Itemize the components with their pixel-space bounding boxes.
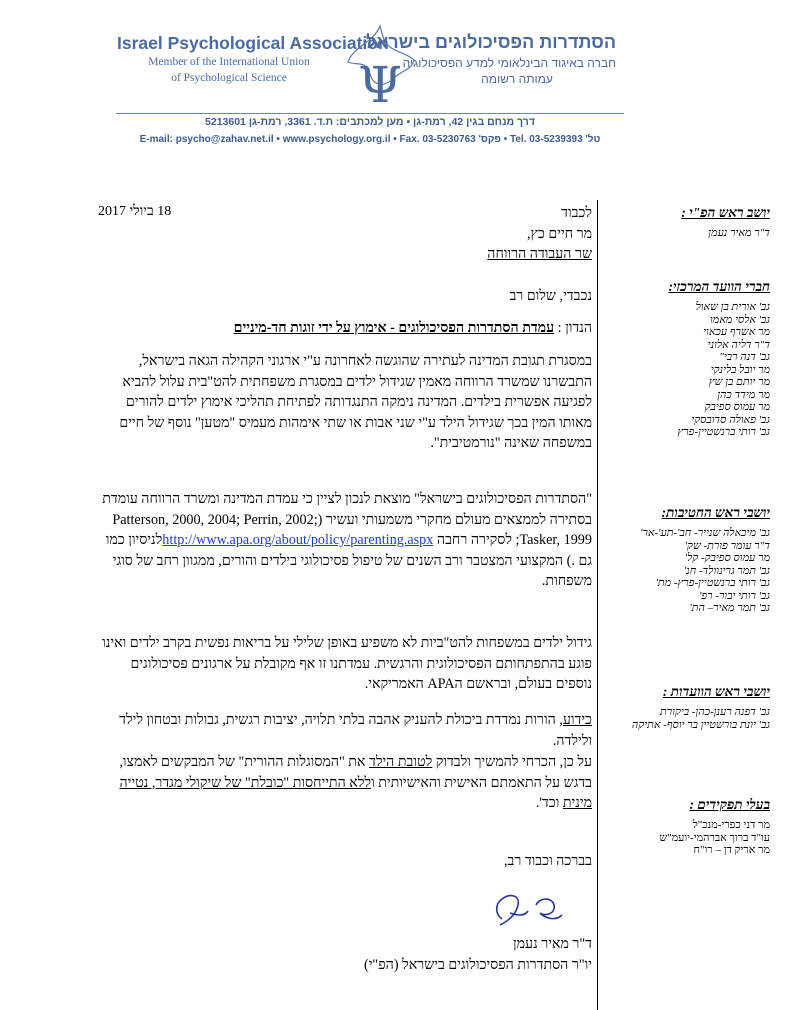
paragraph-text: את "המסוגלות ההורית" של המבקשים לאמצו, בדגש על התאמתם האישית והאישיותית ו	[119, 754, 592, 791]
paragraph-text: , הורות נמדדת ביכולת להעניק אהבה בלתי תלויה, יציבות רגשית, גבולות ובטחון לילד ולילדה.	[119, 712, 592, 749]
paragraph-text: על כן, הכרחי להמשיך ולבדוק	[432, 754, 592, 770]
sidebar-divisions	[606, 505, 770, 615]
officers-heading: בעלי תפקידים :	[689, 797, 770, 812]
list-item: גב' רותי יבור- רפ'	[699, 589, 770, 602]
recipient-block	[92, 203, 592, 265]
paragraph-text: גידול ילדים במשפחות להט"ביות לא משפיע באופן שלילי על בריאות נפשית בקרב ילדים ואינו פוגע בהתפתחותם הפסיכולוגית והרגשית. עמדתנו זו אף מקובלת על ארגונים פסיכולוגים נוספים בעולם, ובראשם הAPA האמריקאי.	[102, 635, 592, 692]
sidebar-central-committee	[606, 279, 770, 439]
chair-heading: יושב ראש הפ"י :	[681, 205, 770, 220]
letter-date: 18 ביולי 2017	[98, 204, 172, 219]
contact-line: E-mail: psycho@zahav.net.il • www.psychology.org.il • Fax. 03-5230763 'פקס • Tel. 03-5239393 'טל	[139, 134, 601, 145]
list-item: ד"ר דליה אלוני	[707, 338, 770, 351]
list-item: מר יובל בלינקי	[710, 363, 770, 376]
closing: בברכה וכבוד רב,	[503, 853, 592, 869]
english-org-name: Israel Psychological Association	[117, 33, 389, 53]
signer-name: ד"ר מאיר נעמן	[513, 936, 592, 952]
list-item: גב' רותי ברנשטיין-פרץ- מת'	[655, 577, 770, 589]
list-item: מר עמוס ספיבק	[704, 401, 770, 413]
paragraph-1	[92, 351, 592, 454]
paragraph-text: לניסיון כמו גם .) המקצועי המצטבר ורב השנים של טיפול פסיכולוגי בילדים והורים, ממגוון רחב של סוגי משפחות.	[105, 532, 592, 589]
list-item: מר עמוס ספיבק- קל'	[684, 552, 770, 564]
list-item: גב' מיכאלה שנייר- חב'-תע'-אר'	[640, 527, 770, 539]
list-item: מר דני כפרי-מנכ"ל	[692, 819, 770, 831]
list-item: גב' יונת בורשטיין בר יוסף- אתיקה	[631, 718, 770, 731]
subject-prefix: הנדון :	[557, 320, 592, 336]
signer-block	[92, 934, 592, 975]
subject-line	[92, 318, 592, 339]
psi-symbol: Ψ	[358, 56, 402, 112]
hebrew-subtitle-2: עמותה רשומה	[481, 72, 553, 86]
list-item: גב' פאולה סדובסקי	[691, 413, 770, 426]
sidebar-divider	[597, 200, 598, 1010]
committee-heading: חברי הוועד המרכזי:	[668, 279, 770, 294]
list-item: גב' דנה רבי"	[719, 351, 770, 363]
signature-image	[480, 885, 580, 931]
list-item: גב' אלסי מאמו	[709, 313, 770, 326]
hebrew-subtitle-1: חברה באיגוד הבינלאומי למדע הפסיכולוגיה	[402, 56, 616, 70]
greeting: נכבדי, שלום רב	[509, 288, 592, 304]
list-item: גב' תמר גרינוולד- חנ'	[683, 564, 770, 577]
list-item: גב' דפנה רענן-כהן- ביקורת	[660, 706, 770, 718]
emphasis-known: כידוע	[562, 712, 592, 728]
list-item: מר מידד כהן	[717, 388, 770, 401]
recipient-name: מר חיים כץ,	[526, 225, 592, 242]
hebrew-org-name: הסתדרות הפסיכולוגים בישראל	[365, 32, 616, 52]
apa-policy-link[interactable]: http://www.apa.org/about/policy/parenting.aspx	[162, 532, 434, 548]
list-item: גב' רותי ברנשטיין-פרץ	[677, 426, 770, 438]
english-subtitle-2: of Psychological Science	[171, 72, 287, 84]
emphasis-child-welfare: לטובת הילד	[369, 754, 433, 770]
list-item: מר אריק דן – רו"ח	[693, 844, 770, 856]
paragraph-3	[92, 633, 592, 695]
recipient-title: שר העבודה הרווחה	[487, 246, 592, 262]
emphasis-no-bias: ללא התייחסות "כובלת" של שיקולי מגדר, נטייה מינית	[119, 774, 592, 811]
list-item: מר יותם בן שץ	[708, 376, 770, 388]
committees-heading: יושבי ראש הוועדות :	[662, 684, 770, 699]
list-item: מר אשרף עכאוי	[703, 326, 770, 338]
list-item: גב' תמר מאיר– הת'	[689, 602, 770, 614]
address-line: דרך מנחם בגין 42, רמת-גן • מען למכתבים: ת.ד. 3361, רמת-גן 5213601	[205, 116, 535, 128]
english-subtitle-1: Member of the International Union	[148, 56, 310, 68]
list-item: גב' אורית בן שאול	[695, 301, 770, 313]
paragraph-5	[92, 752, 592, 814]
header-divider	[116, 113, 624, 114]
sidebar-chair	[606, 205, 770, 240]
paragraph-4	[92, 710, 592, 751]
signer-title: יו"ר הסתדרות הפסיכולוגים בישראל (הפ"י)	[363, 956, 592, 973]
paragraph-2	[92, 489, 592, 592]
paragraph-text: "הסתדרות הפסיכולוגים בישראל" מוצאת לנכון לציין כי עמדת המדינה ומשרד הרווחה עומדת בסתירה לממצאים מעולם מחקרי משמעותי ועשיר (Patterson, 2000, 2004; Perrin, 2002; Tasker, 1999; לסקירה רחבה	[102, 491, 592, 548]
list-item: עו"ד ברוך אברהמי-יועמ"ש	[659, 831, 770, 844]
chair-name: ד"ר מאיר נעמן	[708, 227, 770, 239]
list-item: ד"ר עומר פורת- שק'	[684, 539, 770, 552]
sidebar-committees	[606, 684, 770, 731]
sidebar-officers	[606, 797, 770, 857]
divisions-heading: יושבי ראש החטיבות:	[661, 505, 770, 520]
honor-line: לכבוד	[561, 205, 592, 221]
paragraph-text: במסגרת תגובת המדינה לעתירה שהוגשה לאחרונה ע"י ארגוני הקהילה הגאה בישראל, התבשרנו שמשרד הרווחה מאמין שגידול ילדים במסגרת משפחתית להט"בית עלול להביא לפגיעה אפשרית בילדים. המדינה נימקה התנגדותה לפתיחת תהליכי אימוץ ילדים להורים מאותו המין בכך שגידול הילד ע"י שני אבות או שתי אימהות מעמיס "מטען" נוסף של חיים במשפחה שאינה "נורמטיבית".	[119, 353, 592, 451]
paragraph-text: וכד'.	[535, 795, 563, 811]
subject-text: עמדת הסתדרות הפסיכולוגים - אימוץ על ידי זוגות חד-מיניים	[233, 320, 555, 336]
